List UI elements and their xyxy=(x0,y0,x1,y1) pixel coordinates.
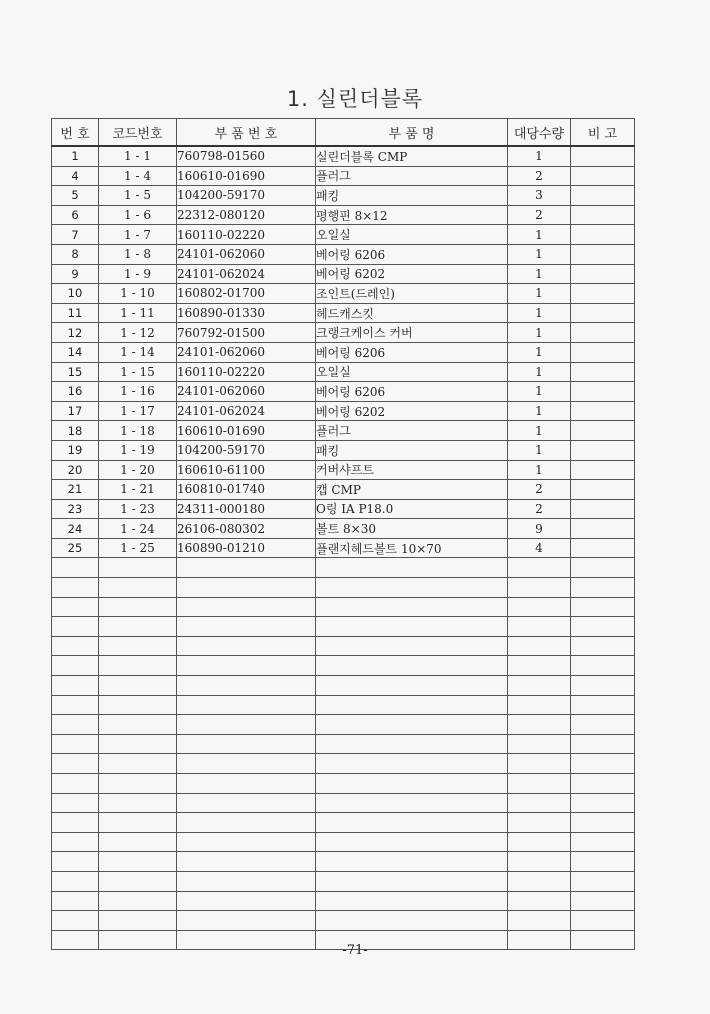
cell-quantity: 2 xyxy=(508,480,571,500)
cell-part-number xyxy=(177,891,316,911)
table-row xyxy=(52,284,635,304)
cell-no xyxy=(52,715,99,735)
cell-part-name xyxy=(316,891,508,911)
cell-quantity xyxy=(508,695,571,715)
cell-quantity: 1 xyxy=(508,244,571,264)
cell-note xyxy=(571,774,635,794)
cell-note xyxy=(571,244,635,264)
empty-table-row xyxy=(52,754,635,774)
header-code: 코드번호 xyxy=(99,119,177,147)
cell-no xyxy=(52,558,99,578)
cell-part-name: 플랜지헤드볼트 10×70 xyxy=(316,538,508,558)
cell-part-number: 24101-062024 xyxy=(177,401,316,421)
empty-table-row xyxy=(52,578,635,598)
cell-part-name xyxy=(316,793,508,813)
cell-note xyxy=(571,303,635,323)
cell-part-number xyxy=(177,754,316,774)
cell-no: 20 xyxy=(52,460,99,480)
cell-part-number: 24101-062060 xyxy=(177,342,316,362)
cell-quantity xyxy=(508,774,571,794)
cell-part-name xyxy=(316,832,508,852)
empty-table-row xyxy=(52,774,635,794)
cell-no: 17 xyxy=(52,401,99,421)
cell-code: 1 - 24 xyxy=(99,519,177,539)
empty-table-row xyxy=(52,871,635,891)
cell-part-number: 760798-01560 xyxy=(177,146,316,166)
cell-part-number xyxy=(177,774,316,794)
cell-note xyxy=(571,362,635,382)
cell-code: 1 - 19 xyxy=(99,440,177,460)
cell-part-name: 크랭크케이스 커버 xyxy=(316,323,508,343)
cell-part-name xyxy=(316,636,508,656)
cell-part-name xyxy=(316,656,508,676)
cell-part-number: 24101-062060 xyxy=(177,382,316,402)
cell-code: 1 - 21 xyxy=(99,480,177,500)
cell-note xyxy=(571,225,635,245)
table-row xyxy=(52,146,635,166)
header-part-name: 부 품 명 xyxy=(316,119,508,147)
cell-quantity: 1 xyxy=(508,401,571,421)
cell-note xyxy=(571,715,635,735)
cell-note xyxy=(571,186,635,206)
cell-part-number: 160890-01330 xyxy=(177,303,316,323)
cell-note xyxy=(571,421,635,441)
cell-part-number xyxy=(177,734,316,754)
cell-no: 24 xyxy=(52,519,99,539)
cell-quantity: 1 xyxy=(508,323,571,343)
empty-table-row xyxy=(52,676,635,696)
cell-code: 1 - 25 xyxy=(99,538,177,558)
cell-part-name: 평행핀 8×12 xyxy=(316,205,508,225)
cell-note xyxy=(571,813,635,833)
cell-note xyxy=(571,401,635,421)
cell-code xyxy=(99,617,177,637)
cell-no: 4 xyxy=(52,166,99,186)
cell-code: 1 - 4 xyxy=(99,166,177,186)
cell-quantity: 4 xyxy=(508,538,571,558)
cell-part-name xyxy=(316,578,508,598)
cell-part-name: 베어링 6202 xyxy=(316,401,508,421)
cell-part-name xyxy=(316,813,508,833)
cell-part-number xyxy=(177,676,316,696)
cell-note xyxy=(571,166,635,186)
cell-code xyxy=(99,852,177,872)
cell-part-number xyxy=(177,617,316,637)
cell-code xyxy=(99,656,177,676)
header-quantity: 대당수량 xyxy=(508,119,571,147)
empty-table-row xyxy=(52,832,635,852)
cell-part-name: 오일실 xyxy=(316,225,508,245)
cell-part-number xyxy=(177,832,316,852)
cell-quantity: 2 xyxy=(508,166,571,186)
cell-no xyxy=(52,774,99,794)
cell-part-number: 160110-02220 xyxy=(177,225,316,245)
cell-code xyxy=(99,676,177,696)
cell-code: 1 - 5 xyxy=(99,186,177,206)
cell-code: 1 - 10 xyxy=(99,284,177,304)
cell-no: 23 xyxy=(52,499,99,519)
cell-code xyxy=(99,715,177,735)
cell-part-number: 160610-01690 xyxy=(177,421,316,441)
cell-no xyxy=(52,578,99,598)
cell-part-number: 26106-080302 xyxy=(177,519,316,539)
cell-part-number xyxy=(177,636,316,656)
cell-no xyxy=(52,911,99,931)
cell-quantity: 1 xyxy=(508,440,571,460)
cell-quantity xyxy=(508,793,571,813)
cell-part-name xyxy=(316,695,508,715)
cell-note xyxy=(571,440,635,460)
cell-code: 1 - 7 xyxy=(99,225,177,245)
cell-part-number xyxy=(177,578,316,598)
cell-part-name: 오일실 xyxy=(316,362,508,382)
cell-quantity: 1 xyxy=(508,362,571,382)
cell-no: 19 xyxy=(52,440,99,460)
table-row xyxy=(52,440,635,460)
cell-no: 18 xyxy=(52,421,99,441)
cell-part-name: 조인트(드레인) xyxy=(316,284,508,304)
cell-note xyxy=(571,676,635,696)
cell-part-number: 160810-01740 xyxy=(177,480,316,500)
cell-part-name xyxy=(316,852,508,872)
table-row xyxy=(52,166,635,186)
cell-no: 1 xyxy=(52,146,99,166)
cell-part-number: 22312-080120 xyxy=(177,205,316,225)
table-row xyxy=(52,244,635,264)
cell-code: 1 - 12 xyxy=(99,323,177,343)
cell-part-name: 패킹 xyxy=(316,186,508,206)
table-row xyxy=(52,323,635,343)
cell-no: 14 xyxy=(52,342,99,362)
cell-part-name xyxy=(316,715,508,735)
cell-note xyxy=(571,852,635,872)
cell-part-number: 160110-02220 xyxy=(177,362,316,382)
cell-quantity: 1 xyxy=(508,460,571,480)
empty-table-row xyxy=(52,891,635,911)
cell-part-name xyxy=(316,558,508,578)
cell-part-number: 160610-01690 xyxy=(177,166,316,186)
cell-note xyxy=(571,146,635,166)
cell-no: 8 xyxy=(52,244,99,264)
cell-no xyxy=(52,813,99,833)
empty-table-row xyxy=(52,793,635,813)
empty-table-row xyxy=(52,715,635,735)
cell-code: 1 - 14 xyxy=(99,342,177,362)
cell-note xyxy=(571,832,635,852)
cell-part-number xyxy=(177,813,316,833)
cell-part-name: 볼트 8×30 xyxy=(316,519,508,539)
empty-table-row xyxy=(52,734,635,754)
cell-code: 1 - 20 xyxy=(99,460,177,480)
cell-quantity: 2 xyxy=(508,205,571,225)
table-row xyxy=(52,421,635,441)
cell-quantity: 1 xyxy=(508,264,571,284)
cell-no: 21 xyxy=(52,480,99,500)
cell-part-number xyxy=(177,793,316,813)
cell-quantity xyxy=(508,911,571,931)
cell-quantity xyxy=(508,617,571,637)
cell-note xyxy=(571,264,635,284)
cell-note xyxy=(571,656,635,676)
cell-no: 16 xyxy=(52,382,99,402)
cell-no xyxy=(52,617,99,637)
cell-quantity: 9 xyxy=(508,519,571,539)
cell-part-name: 플러그 xyxy=(316,166,508,186)
table-row xyxy=(52,303,635,323)
cell-code: 1 - 18 xyxy=(99,421,177,441)
cell-part-number xyxy=(177,715,316,735)
cell-code xyxy=(99,558,177,578)
header-row xyxy=(52,119,635,147)
cell-note xyxy=(571,558,635,578)
cell-code xyxy=(99,911,177,931)
cell-quantity: 1 xyxy=(508,284,571,304)
cell-no xyxy=(52,734,99,754)
cell-code xyxy=(99,695,177,715)
cell-part-number: 104200-59170 xyxy=(177,186,316,206)
table-row xyxy=(52,382,635,402)
cell-quantity xyxy=(508,734,571,754)
cell-note xyxy=(571,754,635,774)
table-row xyxy=(52,460,635,480)
cell-no xyxy=(52,852,99,872)
cell-quantity xyxy=(508,558,571,578)
cell-part-number xyxy=(177,852,316,872)
cell-code xyxy=(99,871,177,891)
cell-part-name xyxy=(316,597,508,617)
cell-part-number: 24311-000180 xyxy=(177,499,316,519)
cell-quantity xyxy=(508,754,571,774)
cell-part-name xyxy=(316,871,508,891)
header-no: 번 호 xyxy=(52,119,99,147)
cell-no xyxy=(52,754,99,774)
cell-part-name xyxy=(316,774,508,794)
cell-code: 1 - 23 xyxy=(99,499,177,519)
cell-part-number xyxy=(177,558,316,578)
cell-part-name: 캡 CMP xyxy=(316,480,508,500)
cell-quantity: 2 xyxy=(508,499,571,519)
cell-quantity xyxy=(508,871,571,891)
cell-quantity xyxy=(508,832,571,852)
cell-part-name xyxy=(316,734,508,754)
page-number: -71- xyxy=(342,943,368,958)
cell-note xyxy=(571,205,635,225)
empty-table-row xyxy=(52,558,635,578)
cell-part-number: 160890-01210 xyxy=(177,538,316,558)
cell-code: 1 - 15 xyxy=(99,362,177,382)
table-row xyxy=(52,342,635,362)
cell-part-number: 104200-59170 xyxy=(177,440,316,460)
cell-note xyxy=(571,499,635,519)
empty-table-row xyxy=(52,617,635,637)
cell-code: 1 - 6 xyxy=(99,205,177,225)
cell-note xyxy=(571,382,635,402)
cell-note xyxy=(571,636,635,656)
cell-quantity xyxy=(508,656,571,676)
cell-part-number xyxy=(177,911,316,931)
cell-note xyxy=(571,460,635,480)
empty-table-row xyxy=(52,852,635,872)
cell-code xyxy=(99,636,177,656)
cell-part-name: 커버샤프트 xyxy=(316,460,508,480)
cell-quantity xyxy=(508,813,571,833)
cell-no xyxy=(52,676,99,696)
cell-part-name: 베어링 6206 xyxy=(316,342,508,362)
cell-quantity: 1 xyxy=(508,225,571,245)
cell-part-name: 베어링 6206 xyxy=(316,382,508,402)
table-row xyxy=(52,401,635,421)
cell-quantity xyxy=(508,676,571,696)
parts-table-body xyxy=(52,146,635,950)
cell-part-number xyxy=(177,597,316,617)
cell-part-number xyxy=(177,656,316,676)
cell-quantity xyxy=(508,597,571,617)
cell-quantity: 1 xyxy=(508,382,571,402)
cell-part-name xyxy=(316,676,508,696)
cell-part-name xyxy=(316,754,508,774)
cell-part-name: 헤드캐스킷 xyxy=(316,303,508,323)
cell-no: 7 xyxy=(52,225,99,245)
empty-table-row xyxy=(52,813,635,833)
table-row xyxy=(52,538,635,558)
cell-no xyxy=(52,871,99,891)
cell-part-number xyxy=(177,871,316,891)
cell-no: 25 xyxy=(52,538,99,558)
cell-code xyxy=(99,774,177,794)
cell-part-name xyxy=(316,911,508,931)
table-row xyxy=(52,205,635,225)
cell-code: 1 - 16 xyxy=(99,382,177,402)
cell-part-number: 160802-01700 xyxy=(177,284,316,304)
cell-quantity xyxy=(508,891,571,911)
cell-no xyxy=(52,793,99,813)
table-row xyxy=(52,225,635,245)
cell-code xyxy=(99,597,177,617)
cell-part-number xyxy=(177,695,316,715)
cell-quantity: 1 xyxy=(508,146,571,166)
cell-no xyxy=(52,891,99,911)
cell-note xyxy=(571,734,635,754)
empty-table-row xyxy=(52,695,635,715)
cell-part-number: 24101-062060 xyxy=(177,244,316,264)
cell-no xyxy=(52,695,99,715)
cell-code: 1 - 11 xyxy=(99,303,177,323)
cell-quantity: 1 xyxy=(508,303,571,323)
cell-note xyxy=(571,617,635,637)
table-row xyxy=(52,519,635,539)
cell-part-number: 160610-61100 xyxy=(177,460,316,480)
cell-code xyxy=(99,734,177,754)
cell-part-name xyxy=(316,617,508,637)
table-row xyxy=(52,186,635,206)
empty-table-row xyxy=(52,911,635,931)
cell-note xyxy=(571,597,635,617)
cell-code: 1 - 1 xyxy=(99,146,177,166)
cell-part-name: O링 IA P18.0 xyxy=(316,499,508,519)
cell-quantity: 1 xyxy=(508,421,571,441)
empty-table-row xyxy=(52,656,635,676)
cell-note xyxy=(571,793,635,813)
cell-no: 5 xyxy=(52,186,99,206)
cell-no xyxy=(52,656,99,676)
cell-no xyxy=(52,636,99,656)
cell-note xyxy=(571,911,635,931)
cell-note xyxy=(571,342,635,362)
cell-part-number: 24101-062024 xyxy=(177,264,316,284)
table-row xyxy=(52,264,635,284)
table-row xyxy=(52,499,635,519)
parts-table xyxy=(51,118,635,950)
cell-part-name: 베어링 6206 xyxy=(316,244,508,264)
page-title: 1. 실린더블록 xyxy=(286,87,424,111)
cell-no: 6 xyxy=(52,205,99,225)
table-row xyxy=(52,362,635,382)
cell-part-name: 플러그 xyxy=(316,421,508,441)
header-note: 비 고 xyxy=(571,119,635,147)
cell-code: 1 - 17 xyxy=(99,401,177,421)
cell-code xyxy=(99,813,177,833)
cell-note xyxy=(571,578,635,598)
cell-note xyxy=(571,284,635,304)
cell-quantity xyxy=(508,636,571,656)
cell-note xyxy=(571,519,635,539)
cell-part-number: 760792-01500 xyxy=(177,323,316,343)
table-row xyxy=(52,480,635,500)
cell-no xyxy=(52,832,99,852)
cell-code xyxy=(99,754,177,774)
cell-part-name: 베어링 6202 xyxy=(316,264,508,284)
empty-table-row xyxy=(52,597,635,617)
cell-code xyxy=(99,832,177,852)
cell-quantity: 3 xyxy=(508,186,571,206)
cell-part-name: 패킹 xyxy=(316,440,508,460)
header-part-number: 부 품 번 호 xyxy=(177,119,316,147)
cell-quantity xyxy=(508,715,571,735)
cell-note xyxy=(571,695,635,715)
empty-table-row xyxy=(52,636,635,656)
cell-note xyxy=(571,323,635,343)
cell-no: 11 xyxy=(52,303,99,323)
cell-quantity: 1 xyxy=(508,342,571,362)
cell-quantity xyxy=(508,852,571,872)
cell-no xyxy=(52,597,99,617)
cell-no: 15 xyxy=(52,362,99,382)
cell-quantity xyxy=(508,578,571,598)
cell-code: 1 - 8 xyxy=(99,244,177,264)
cell-code xyxy=(99,793,177,813)
cell-code xyxy=(99,578,177,598)
cell-note xyxy=(571,480,635,500)
cell-note xyxy=(571,871,635,891)
cell-note xyxy=(571,891,635,911)
cell-no: 9 xyxy=(52,264,99,284)
cell-no: 12 xyxy=(52,323,99,343)
cell-code xyxy=(99,891,177,911)
cell-code: 1 - 9 xyxy=(99,264,177,284)
cell-no: 10 xyxy=(52,284,99,304)
cell-part-name: 실린더블록 CMP xyxy=(316,146,508,166)
cell-note xyxy=(571,538,635,558)
